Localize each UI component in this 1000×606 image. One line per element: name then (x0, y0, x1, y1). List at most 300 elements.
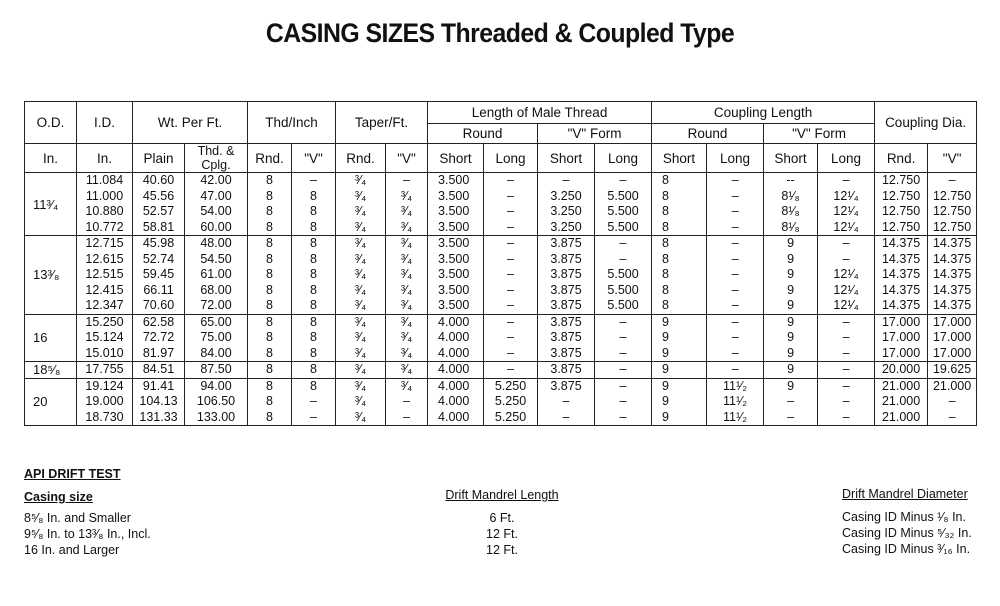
cell-value: 61.00 (200, 267, 232, 281)
cell-value: – (562, 409, 570, 424)
cell-value: 131.33 (139, 409, 178, 424)
cell-value: 8 (310, 378, 317, 393)
cell-value: 133.00 (196, 409, 236, 424)
cell-value: – (619, 394, 627, 408)
cell-value: -- (786, 173, 795, 187)
table-cell (248, 236, 292, 315)
cell-value: ³⁄₄ (354, 173, 367, 187)
cell-value: 12.750 (881, 173, 921, 187)
table-cell (484, 378, 538, 426)
table-cell (818, 314, 875, 362)
cell-value: ³⁄₄ (400, 298, 413, 312)
table-cell (707, 378, 764, 426)
table-cell (764, 362, 818, 379)
table-cell (538, 236, 595, 315)
table-cell (875, 314, 928, 362)
table-cell (428, 314, 484, 362)
table-cell (248, 314, 292, 362)
table-cell (77, 173, 133, 236)
cell-value: 8 (310, 204, 317, 218)
table-cell (538, 173, 595, 236)
cell-value: – (619, 378, 627, 393)
cell-value: 12¹⁄₄ (833, 298, 859, 312)
table-cell (707, 173, 764, 236)
table-cell (77, 314, 133, 362)
cell-value: 8 (266, 314, 273, 329)
table-cell (875, 236, 928, 315)
cell-value: ³⁄₄ (354, 314, 367, 329)
cell-value: ³⁄₄ (354, 409, 367, 424)
table-cell (133, 378, 185, 426)
cell-value: – (731, 236, 739, 250)
table-cell (77, 362, 133, 379)
cell-value: 9 (787, 282, 795, 297)
cell-value: ³⁄₄ (354, 362, 367, 376)
cell-value: – (507, 345, 514, 360)
cell-value: 14.375 (932, 267, 972, 281)
header-coupling-round-short: Short (652, 144, 707, 173)
cell-value: – (842, 345, 850, 360)
table-row (25, 314, 977, 362)
table-cell (764, 314, 818, 362)
mandrel-diameter-label: Drift Mandrel Diameter (842, 487, 968, 501)
table-cell (386, 378, 428, 426)
cell-value: 12.750 (881, 188, 921, 203)
cell-value: 104.13 (139, 394, 178, 408)
cell-value: 3.875 (550, 330, 582, 344)
cell-value: 12.750 (932, 204, 972, 218)
header-thread-round-short: Short (428, 144, 484, 173)
cell-value: 9 (787, 236, 795, 250)
cell-value: 5.500 (607, 204, 639, 218)
header-od-unit: In. (25, 144, 77, 173)
cell-value: 3.500 (438, 267, 470, 281)
cell-value: 8 (662, 298, 669, 312)
cell-value: 21.000 (881, 378, 921, 393)
cell-value: 17.000 (932, 330, 972, 344)
cell-value: 4.000 (438, 314, 470, 329)
od-cell: 13³⁄₈ (25, 236, 77, 315)
cell-value: ³⁄₄ (354, 236, 367, 250)
cell-value: 8 (266, 394, 273, 408)
cell-value: 3.875 (550, 267, 582, 281)
table-cell (928, 362, 977, 379)
header-coupling-dia: Coupling Dia. (875, 102, 977, 144)
cell-value: – (507, 298, 514, 312)
casing-table (24, 101, 977, 426)
cell-value: 3.250 (550, 204, 582, 218)
table-cell (248, 362, 292, 379)
cell-value: 21.000 (881, 394, 921, 408)
cell-value: 60.00 (200, 219, 232, 234)
cell-value: 14.375 (881, 267, 921, 281)
od-cell: 20 (25, 378, 77, 426)
cell-value: 65.00 (200, 314, 232, 329)
mandrel-diameter-column (842, 486, 972, 557)
cell-value: 11.084 (85, 173, 124, 187)
table-cell (185, 378, 248, 426)
cell-value: 47.00 (200, 188, 232, 203)
cell-value: 8 (662, 173, 669, 187)
casing-size-column (24, 489, 151, 558)
cell-value: ³⁄₄ (400, 251, 413, 266)
mandrel-diameter-item: Casing ID Minus ¹⁄₈ In. (842, 510, 966, 524)
cell-value: 12.615 (85, 251, 124, 266)
cell-value: ³⁄₄ (354, 251, 367, 266)
table-cell (386, 236, 428, 315)
table-cell (928, 236, 977, 315)
table-row (25, 378, 977, 426)
cell-value: 48.00 (200, 236, 232, 250)
cell-value: 8 (266, 219, 273, 234)
cell-value: 9 (787, 345, 795, 360)
header-coupling-length: Coupling Length (652, 102, 875, 124)
cell-value: – (787, 394, 795, 408)
cell-value: 12.715 (85, 236, 124, 250)
table-cell (428, 362, 484, 379)
cell-value: 72.72 (142, 330, 175, 344)
cell-value: 9 (662, 378, 669, 393)
table-cell (185, 314, 248, 362)
cell-value: – (948, 173, 956, 187)
cell-value: 21.000 (932, 378, 972, 393)
table-cell (386, 362, 428, 379)
cell-value: 3.875 (550, 236, 582, 250)
cell-value: 8 (266, 251, 273, 266)
cell-value: 12.750 (932, 188, 972, 203)
cell-value: 52.57 (142, 204, 175, 218)
cell-value: 10.880 (85, 204, 124, 218)
casing-size-item: 8⁵⁄₈ In. and Smaller (24, 511, 131, 525)
cell-value: 15.124 (85, 330, 124, 344)
cell-value: 42.00 (200, 173, 232, 187)
cell-value: 8 (266, 409, 273, 424)
cell-value: 8 (310, 219, 317, 234)
cell-value: – (507, 236, 514, 250)
cell-value: 12¹⁄₄ (833, 267, 859, 281)
cell-value: 20.000 (881, 362, 921, 376)
table-cell (707, 362, 764, 379)
cell-value: 11.000 (85, 188, 124, 203)
table-cell (595, 236, 652, 315)
cell-value: 12¹⁄₄ (833, 282, 859, 297)
cell-value: 17.000 (881, 345, 921, 360)
header-taper-v: "V" (386, 144, 428, 173)
cell-value: – (403, 173, 410, 187)
table-cell (185, 173, 248, 236)
cell-value: 8 (266, 267, 273, 281)
cell-value: – (948, 409, 956, 424)
header-id-unit: In. (77, 144, 133, 173)
table-cell (133, 314, 185, 362)
table-cell (292, 362, 336, 379)
cell-value: – (619, 173, 627, 187)
table-cell (652, 378, 707, 426)
cell-value: 12.750 (881, 219, 921, 234)
cell-value: – (507, 204, 514, 218)
cell-value: ³⁄₄ (400, 314, 413, 329)
cell-value: 3.875 (550, 298, 582, 312)
table-cell (928, 378, 977, 426)
cell-value: 3.500 (438, 219, 470, 234)
cell-value: – (842, 409, 850, 424)
od-cell: 18⁵⁄₈ (25, 362, 77, 379)
cell-value: 8 (310, 251, 317, 266)
cell-value: 17.000 (881, 330, 921, 344)
table-cell (484, 362, 538, 379)
header-coupling-v-short: Short (764, 144, 818, 173)
cell-value: 12.750 (881, 204, 921, 218)
casing-table-body (25, 173, 977, 426)
header-taper: Taper/Ft. (336, 102, 428, 144)
cell-value: – (403, 394, 410, 408)
table-cell (764, 173, 818, 236)
table-cell (292, 378, 336, 426)
cell-value: ³⁄₄ (354, 267, 367, 281)
table-cell (707, 236, 764, 315)
cell-value: ³⁄₄ (400, 267, 413, 281)
cell-value: – (619, 409, 627, 424)
cell-value: 9 (787, 362, 795, 376)
cell-value: 9 (662, 394, 669, 408)
cell-value: 5.250 (494, 394, 527, 408)
cell-value: 14.375 (932, 251, 972, 266)
cell-value: 91.41 (142, 378, 175, 393)
header-thd-v: "V" (292, 144, 336, 173)
cell-value: 94.00 (200, 378, 232, 393)
cell-value: – (731, 314, 739, 329)
cell-value: 14.375 (932, 298, 972, 312)
cell-value: 8¹⁄₈ (781, 204, 800, 218)
header-thd-rnd: Rnd. (248, 144, 292, 173)
cell-value: ³⁄₄ (400, 204, 413, 218)
cell-value: – (842, 251, 850, 266)
cell-value: ³⁄₄ (400, 330, 413, 344)
table-row (25, 362, 977, 379)
cell-value: ³⁄₄ (354, 298, 367, 312)
cell-value: 40.60 (142, 173, 175, 187)
drift-test-section (24, 467, 121, 481)
cell-value: 8 (266, 378, 273, 393)
cell-value: – (507, 314, 514, 329)
cell-value: ³⁄₄ (354, 204, 367, 218)
drift-test-heading: API DRIFT TEST (24, 467, 121, 481)
cell-value: 3.500 (438, 204, 470, 218)
page-title: CASING SIZES Threaded & Coupled Type (265, 18, 735, 48)
cell-value: 8 (310, 362, 317, 376)
table-cell (292, 236, 336, 315)
cell-value: 8 (310, 314, 317, 329)
table-cell (292, 314, 336, 362)
table-cell (652, 362, 707, 379)
cell-value: 3.875 (550, 314, 582, 329)
cell-value: 8 (266, 345, 273, 360)
cell-value: 8 (310, 345, 317, 360)
cell-value: 8 (310, 267, 317, 281)
cell-value: 19.625 (932, 362, 972, 376)
cell-value: – (562, 173, 570, 187)
cell-value: 68.00 (200, 282, 232, 297)
casing-size-item: 9⁵⁄₈ In. to 13³⁄₈ In., Incl. (24, 527, 151, 541)
cell-value: 5.500 (607, 219, 639, 234)
cell-value: 8¹⁄₈ (781, 219, 800, 234)
cell-value: 8 (266, 362, 273, 376)
cell-value: – (842, 173, 850, 187)
table-cell (595, 378, 652, 426)
cell-value: 3.250 (550, 188, 582, 203)
cell-value: 8 (266, 282, 273, 297)
cell-value: 3.875 (550, 251, 582, 266)
cell-value: 8 (662, 267, 669, 281)
cell-value: – (507, 330, 514, 344)
od-cell: 16 (25, 314, 77, 362)
cell-value: 66.11 (143, 282, 174, 297)
table-cell (77, 378, 133, 426)
cell-value: 4.000 (438, 362, 470, 376)
cell-value: ³⁄₄ (354, 188, 367, 203)
cell-value: 14.375 (881, 298, 921, 312)
header-thd-cplg: Thd. & Cplg. (185, 144, 248, 173)
cell-value: ³⁄₄ (400, 362, 413, 376)
casing-size-item: 16 In. and Larger (24, 543, 120, 557)
cell-value: ³⁄₄ (354, 330, 367, 344)
cell-value: 12¹⁄₄ (833, 188, 859, 203)
table-cell (764, 378, 818, 426)
cell-value: 12.515 (85, 267, 124, 281)
cell-value: 12.347 (85, 298, 124, 312)
cell-value: 8 (310, 188, 317, 203)
cell-value: 14.375 (932, 236, 972, 250)
table-cell (595, 314, 652, 362)
table-cell (818, 173, 875, 236)
cell-value: 5.500 (607, 282, 639, 297)
cell-value: 3.500 (438, 282, 470, 297)
cell-value: – (842, 314, 850, 329)
cell-value: 10.772 (85, 219, 124, 234)
table-cell (336, 378, 386, 426)
table-cell (248, 378, 292, 426)
table-cell (875, 173, 928, 236)
table-cell (595, 362, 652, 379)
cell-value: 5.500 (607, 267, 639, 281)
cell-value: – (507, 267, 514, 281)
cell-value: 5.250 (494, 409, 527, 424)
cell-value: – (731, 204, 739, 218)
cell-value: 12.415 (85, 282, 124, 297)
cell-value: – (619, 345, 627, 360)
cell-value: – (948, 394, 956, 408)
cell-value: 5.250 (494, 378, 527, 393)
cell-value: 8 (662, 219, 669, 234)
table-cell (133, 236, 185, 315)
header-thread-v-long: Long (595, 144, 652, 173)
table-cell (538, 314, 595, 362)
cell-value: 8 (310, 330, 317, 344)
header-thread-round-long: Long (484, 144, 538, 173)
cell-value: 3.875 (550, 362, 582, 376)
cell-value: – (507, 362, 514, 376)
cell-value: 106.50 (196, 394, 236, 408)
header-plain: Plain (133, 144, 185, 173)
table-cell (133, 362, 185, 379)
cell-value: 17.000 (881, 314, 921, 329)
cell-value: 14.375 (881, 251, 921, 266)
cell-value: ³⁄₄ (354, 282, 367, 297)
table-cell (133, 173, 185, 236)
cell-value: 59.45 (142, 267, 175, 281)
table-row (25, 236, 977, 315)
cell-value: 12.750 (932, 219, 972, 234)
table-cell (428, 173, 484, 236)
cell-value: ³⁄₄ (400, 345, 413, 360)
header-coupling-round: Round (652, 124, 764, 144)
table-cell (875, 378, 928, 426)
cell-value: 54.00 (200, 204, 232, 218)
mandrel-diameter-item: Casing ID Minus ⁵⁄₃₂ In. (842, 526, 972, 540)
cell-value: 14.375 (932, 282, 972, 297)
cell-value: – (507, 173, 514, 187)
cell-value: – (731, 267, 739, 281)
table-row (25, 173, 977, 236)
table-cell (707, 314, 764, 362)
table-cell (484, 314, 538, 362)
cell-value: 21.000 (881, 409, 921, 424)
header-dia-rnd: Rnd. (875, 144, 928, 173)
table-cell (185, 362, 248, 379)
header-thread-vform: "V" Form (538, 124, 652, 144)
cell-value: 8 (266, 173, 273, 187)
table-cell (652, 314, 707, 362)
cell-value: ³⁄₄ (354, 345, 367, 360)
cell-value: – (619, 330, 627, 344)
header-taper-rnd: Rnd. (336, 144, 386, 173)
cell-value: 45.98 (142, 236, 175, 250)
cell-value: ³⁄₄ (400, 236, 413, 250)
table-cell (428, 236, 484, 315)
cell-value: 8 (662, 282, 669, 297)
mandrel-length-item: 12 Ft. (486, 527, 518, 541)
header-coupling-round-long: Long (707, 144, 764, 173)
cell-value: 3.500 (438, 173, 470, 187)
cell-value: 18.730 (85, 409, 124, 424)
header-thd-inch: Thd/Inch (248, 102, 336, 144)
cell-value: 9 (662, 345, 669, 360)
cell-value: 9 (662, 314, 669, 329)
cell-value: – (507, 282, 514, 297)
mandrel-length-column (440, 487, 564, 558)
cell-value: – (619, 251, 627, 266)
cell-value: 8 (662, 251, 669, 266)
cell-value: – (507, 219, 514, 234)
cell-value: 9 (662, 330, 669, 344)
cell-value: – (731, 219, 739, 234)
cell-value: – (310, 394, 317, 408)
table-cell (484, 173, 538, 236)
table-cell (652, 236, 707, 315)
cell-value: – (842, 378, 850, 393)
cell-value: – (842, 330, 850, 344)
cell-value: – (842, 236, 850, 250)
cell-value: 62.58 (142, 314, 175, 329)
cell-value: 11¹⁄₂ (723, 378, 748, 393)
cell-value: 54.50 (200, 251, 232, 266)
cell-value: 3.875 (550, 378, 582, 393)
cell-value: 19.000 (85, 394, 124, 408)
mandrel-diameter-item: Casing ID Minus ³⁄₁₆ In. (842, 542, 971, 556)
cell-value: 4.000 (438, 394, 470, 408)
table-cell (764, 236, 818, 315)
cell-value: 19.124 (85, 378, 124, 393)
